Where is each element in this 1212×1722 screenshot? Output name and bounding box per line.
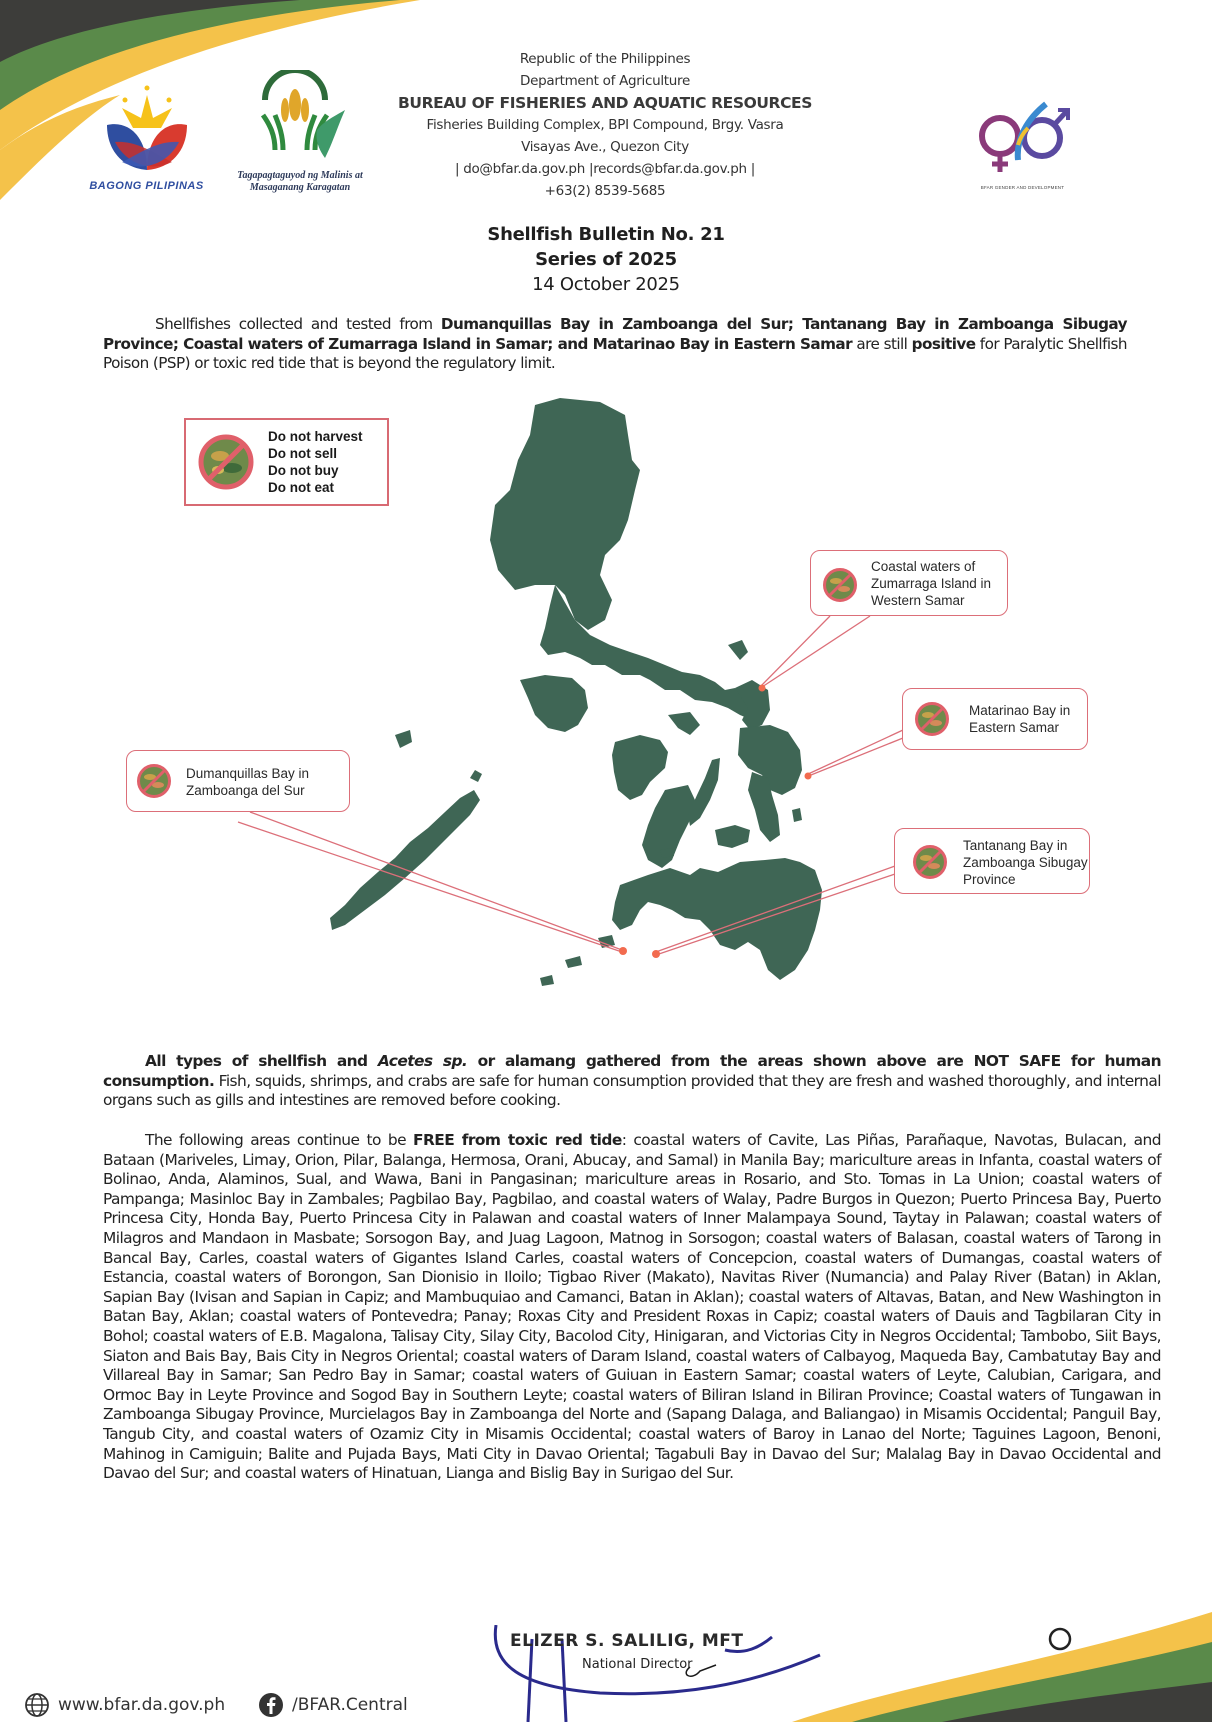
callout-matarinao <box>902 688 1088 750</box>
warning-do-not-buy: Do not buy <box>268 463 339 478</box>
free-areas-paragraph <box>103 1131 1161 1484</box>
iso-certification-logo <box>1040 1625 1080 1670</box>
marker-matarinao <box>805 773 812 780</box>
intro-mid: are still <box>852 334 912 353</box>
no-shellfish-icon <box>913 845 947 879</box>
da-bfar-emblem-icon <box>245 70 355 165</box>
callout-line: Matarinao Bay in <box>969 703 1071 718</box>
footer-swoosh-decoration <box>792 1612 1212 1722</box>
callout-line: Zumarraga Island in <box>871 576 992 591</box>
marker-tantanang <box>652 950 660 958</box>
bulletin-date: 14 October 2025 <box>532 274 680 295</box>
advisory-paragraph <box>103 1052 1161 1111</box>
address-line-2: Visayas Ave., Quezon City <box>521 139 689 155</box>
callout-line: Western Samar <box>871 593 965 608</box>
callout-line: Zamboanga Sibugay <box>963 855 1088 870</box>
contact-phone: +63(2) 8539-5685 <box>544 183 666 199</box>
warning-box <box>184 418 389 506</box>
no-shellfish-icon <box>823 568 857 602</box>
warning-do-not-harvest: Do not harvest <box>268 429 363 444</box>
globe-icon <box>24 1692 50 1718</box>
facebook-handle[interactable]: /BFAR.Central <box>292 1695 408 1715</box>
intro-lead: Shellfishes collected and tested from <box>155 315 441 333</box>
advisory-safe-note: Fish, squids, shrimps, and crabs are safe for human consumption provided that they are fresh and washed thoroughly, and internal organs such as gills and intestines are removed before cooking. <box>103 1071 1161 1110</box>
da-tagline-line2: Masaganang Karagatan <box>249 182 351 193</box>
marker-zumarraga <box>759 685 766 692</box>
bagong-pilipinas-caption: BAGONG PILIPINAS <box>89 180 204 192</box>
callout-tantanang <box>894 828 1090 894</box>
callout-line: Tantanang Bay in <box>963 838 1068 853</box>
da-tagline-line1: Tagapagtaguyod ng Malinis at <box>237 170 363 181</box>
gad-caption: BFAR GENDER AND DEVELOPMENT <box>980 185 1065 190</box>
bulletin-heading <box>0 222 1212 297</box>
department-label: Department of Agriculture <box>519 73 691 89</box>
advisory-bold-b: or alamang gathered from the areas shown above are NOT SAFE for human consumption. <box>103 1052 1161 1090</box>
bulletin-title: Shellfish Bulletin No. 21 <box>487 224 725 245</box>
no-shellfish-icon <box>915 702 949 736</box>
callout-zumarraga <box>810 550 1008 616</box>
warning-do-not-sell: Do not sell <box>268 446 338 461</box>
intro-tail: for Paralytic Shellfish Poison (PSP) or toxic red tide that is beyond the regulatory limit. <box>103 334 1127 373</box>
callout-line: Zamboanga del Sur <box>186 783 305 798</box>
callout-line: Province <box>963 872 1016 887</box>
positive-status: positive <box>911 334 976 353</box>
republic-label: Republic of the Philippines <box>519 51 691 67</box>
no-shellfish-icon <box>137 764 171 798</box>
free-status: FREE from toxic red tide <box>413 1131 622 1149</box>
callout-line: Eastern Samar <box>969 720 1060 735</box>
department-of-agriculture-logo <box>225 70 375 200</box>
contact-emails: | do@bfar.da.gov.ph |records@bfar.da.gov.ph | <box>454 161 756 177</box>
free-areas-lead: The following areas continue to be <box>145 1131 414 1149</box>
signatory-name: ELIZER S. SALILIG, MFT <box>510 1631 744 1651</box>
bagong-pilipinas-emblem-icon <box>97 80 197 175</box>
affected-areas: Dumanquillas Bay in Zamboanga del Sur; Tantanang Bay in Zamboanga Sibugay Province; Coastal waters of Zumarraga Island in Samar; and Matarinao Bay in Eastern Samar <box>103 315 1127 353</box>
signatory-title: National Director <box>582 1657 693 1672</box>
acetes-term: Acetes sp. <box>377 1052 468 1070</box>
warning-do-not-eat: Do not eat <box>268 480 334 495</box>
footer-website-link[interactable] <box>24 1692 225 1718</box>
no-shellfish-icon <box>198 434 254 490</box>
gender-and-development-logo <box>960 100 1085 195</box>
advisory-bold-a: All types of shellfish and <box>145 1052 378 1070</box>
website-url[interactable]: www.bfar.da.gov.ph <box>58 1695 226 1715</box>
gender-infinity-icon <box>968 100 1078 180</box>
callout-line: Dumanquillas Bay in <box>186 766 310 781</box>
footer-facebook-link[interactable] <box>258 1692 408 1718</box>
callout-dumanquillas <box>126 750 350 812</box>
letterhead <box>380 48 830 202</box>
free-areas-list: : coastal waters of Cavite, Las Piñas, Parañaque, Navotas, Bulacan, and Bataan (Mariveles, Limay, Orion, Pilar, Balanga, Hermosa, Orani, Abucay, and Samal) in Manila Bay; mariculture areas in Infanta, coastal waters of Bolinao, Anda, Alaminos, Sual, and Wawa, Bani in Pangasinan; mariculture areas in Rosario, and Sto. Tomas in La Union; coastal waters of Pampanga; Masinloc Bay in Zambales; Pagbilao Bay, Pagbilao, and coastal waters of Walay, Padre Burgos in Quezon; Puerto Princesa Bay, Puerto Princesa City, Honda Bay, Puerto Princesa City in Palawan and coastal waters of Inner Malampaya Sound, Taytay in Palawan; coastal waters of Milagros and Mandaon in Masbate; Sorsogon Bay, and Juag Lagoon, Matnog in Sorsogon; coastal waters of Balasan, coastal waters of Tarong in Bancal Bay, Carles, coastal waters of Gigantes Island Carles, coastal waters of Concepcion, coastal waters of Dumangas, coastal waters of Estancia, coastal waters of Borongon, San Dionisio in Iloilo; Tigbao River (Makato), Navitas River (Numancia) and Palay River (Batan) in Aklan, Sapian Bay (Ivisan and Sapian in Capiz; and Mambuquiao and Camanci, Batan in Aklan); coastal waters of Altavas, Batan, and New Washington in Batan Bay, Aklan; coastal waters of Pontevedra; Panay; Roxas City and President Roxas in Capiz; coastal waters of Dauis and Tagbilaran City in Bohol; coastal waters of E.B. Magalona, Talisay City, Silay City, Bacolod City, Hinigaran, and Victorias City in Negros Occidental; Tambobo, Siit Bays, Siaton and Bais Bay, Bais City in Negros Oriental; coastal waters of Daram Island, coastal waters of Calbayog, Maqueda Bay, Cambatutay Bay and Villareal Bay in Samar; San Pedro Bay in Samar; coastal waters of Guiuan in Eastern Samar; coastal waters of Leyte, Calubian, Carigara, and Ormoc Bay in Leyte Province and Sogod Bay in Southern Leyte; coastal waters of Biliran Island in Biliran Province; Coastal waters of Tungawan in Zamboanga Sibugay Province, Murcielagos Bay in Zamboanga del Norte and (Sapang Dalaga, and Baliangao) in Misamis Occidental; Panguil Bay, Tangub City, and coastal waters of Ozamiz City in Misamis Occidental; coastal waters of Baroy in Lanao del Norte; Taguines Lagoon, Benoni, Mahinog in Camiguin; Balite and Pujada Bays, Mati City in Davao Oriental; Tagabuli Bay in Davao del Sur; Malalag Bay in Davao Occidental and Davao del Sur; and coastal waters of Hinatuan, Lianga and Bislig Bay in Surigao del Sur. <box>103 1131 1161 1483</box>
bagong-pilipinas-logo <box>84 80 209 200</box>
bureau-name: BUREAU OF FISHERIES AND AQUATIC RESOURCES <box>397 94 813 112</box>
callout-line: Coastal waters of <box>871 559 976 574</box>
iso-circle-icon <box>1046 1625 1074 1653</box>
marker-dumanquillas <box>619 947 627 955</box>
address-line-1: Fisheries Building Complex, BPI Compound, Brgy. Vasra <box>426 117 784 133</box>
bulletin-series: Series of 2025 <box>535 249 677 270</box>
facebook-icon <box>258 1692 284 1718</box>
intro-paragraph <box>103 315 1127 374</box>
